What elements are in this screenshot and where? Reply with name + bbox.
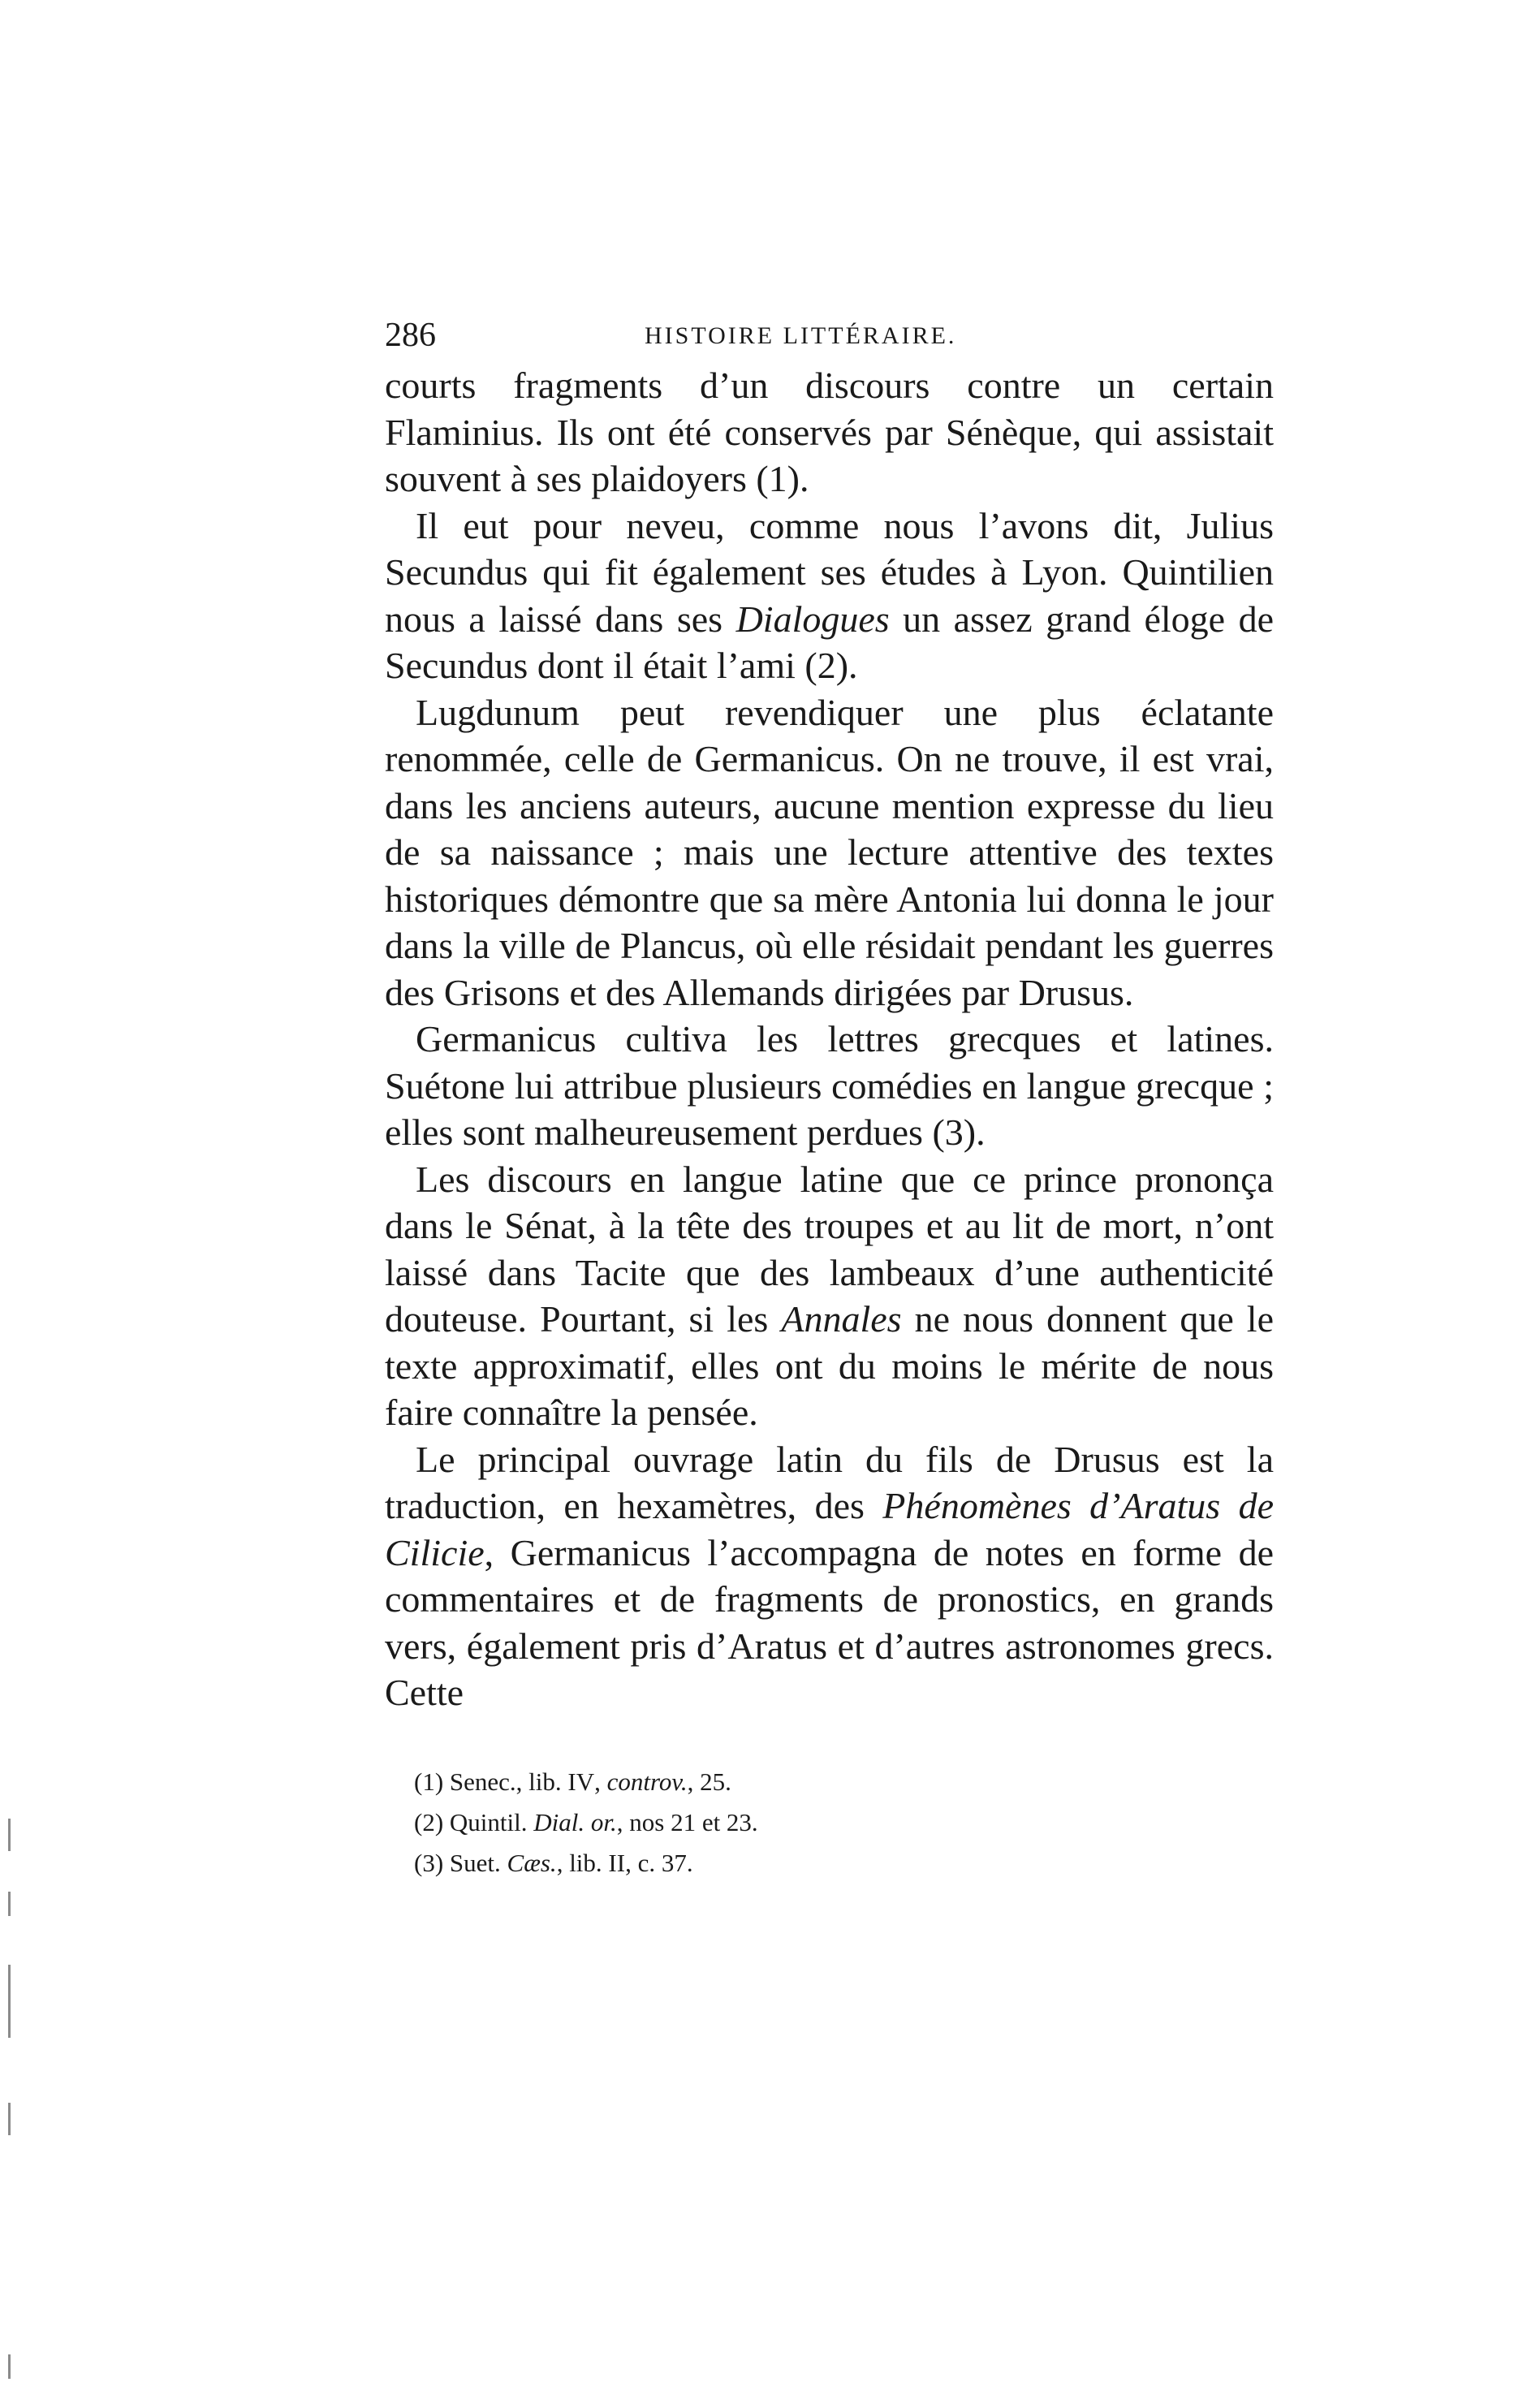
- paragraph: [385, 689, 1274, 1016]
- scan-mark: [8, 2103, 11, 2135]
- italic-text: Dial. or.: [533, 1808, 617, 1836]
- paragraph: [385, 362, 1274, 503]
- footnote: [414, 1843, 1226, 1884]
- text-run: Il eut pour neveu, comme nous l’avons dit, Julius Secundus qui fit également ses études à Lyon. Quintilien nous a laissé dans ses: [385, 504, 1274, 640]
- text-run: Germanicus cultiva les lettres grecques et latines. Suétone lui attribue plusieurs comédies en langue grecque ; elles sont malheureusement perdues (3).: [385, 1018, 1274, 1153]
- text-run: , lib.: [556, 1849, 609, 1877]
- text-run: II: [608, 1849, 626, 1877]
- text-run: (3) Suet.: [414, 1849, 507, 1877]
- text-run: courts fragments d’un discours contre un certain Flaminius. Ils ont été conservés par Sénèque, qui assistait souvent à ses plaidoyers (1).: [385, 365, 1274, 499]
- page-header: [385, 315, 1274, 356]
- text-run: Le principal ouvrage latin du fils de Drusus est la traduction, en hexamètres, des: [385, 1438, 1274, 1526]
- paragraph: [385, 1436, 1274, 1716]
- scan-mark: [8, 1819, 11, 1851]
- text-run: (2) Quintil.: [414, 1808, 534, 1836]
- scan-mark: [8, 1892, 11, 1916]
- paragraph: [385, 1156, 1274, 1436]
- text-run: Lugdunum peut revendiquer une plus éclatante renommée, celle de Germanicus. On ne trouve, il est vrai, dans les anciens auteurs, aucune mention expresse du lieu de sa naissance ; mais une lecture attentive des textes historiques démontre que sa mère Antonia lui donna le jour dans la ville de Plancus, où elle résidait pendant les guerres des Grisons et des Allemands dirigées par Drusus.: [385, 691, 1274, 1013]
- main-text: [385, 362, 1274, 1716]
- text-run: , c. 37.: [625, 1849, 693, 1877]
- paragraph: [385, 503, 1274, 689]
- text-run: , nos 21 et 23.: [616, 1808, 758, 1836]
- footnote: [414, 1802, 1226, 1843]
- text-run: ,: [594, 1767, 607, 1796]
- footnote: [414, 1762, 1226, 1802]
- text-run: Les discours en langue latine que ce prince prononça dans le Sénat, à la tête des troupes et au lit de mort, n’ont laissé dans Tacite que des lambeaux d’une authenticité douteuse. Pourtant, si les: [385, 1158, 1274, 1340]
- text-run: , Germanicus l’accompagna de notes en forme de commentaires et de fragments de pronostics, en grands vers, également pris d’Aratus et d’autres astronomes grecs. Cette: [385, 1531, 1274, 1713]
- scan-mark: [8, 2354, 11, 2379]
- text-run: IV: [567, 1767, 595, 1796]
- italic-text: Phénomènes d’Aratus de Cilicie: [385, 1485, 1274, 1573]
- italic-text: Cæs.: [507, 1849, 557, 1877]
- italic-text: Dialogues: [735, 598, 890, 640]
- footnotes: [414, 1762, 1226, 1884]
- paragraph: [385, 1016, 1274, 1156]
- text-run: un assez grand éloge de Secundus dont il était l’ami (2).: [385, 598, 1274, 686]
- running-title: HISTOIRE LITTÉRAIRE.: [645, 322, 957, 349]
- text-run: (1) Senec., lib.: [414, 1767, 568, 1796]
- italic-text: controv.: [606, 1767, 688, 1796]
- text-run: ne nous donnent que le texte approximatif, elles ont du moins le mérite de nous faire connaître la pensée.: [385, 1298, 1274, 1433]
- italic-text: Annales: [781, 1298, 902, 1340]
- scan-mark: [8, 1965, 11, 2038]
- text-run: , 25.: [687, 1767, 731, 1796]
- page-number: 286: [385, 317, 436, 354]
